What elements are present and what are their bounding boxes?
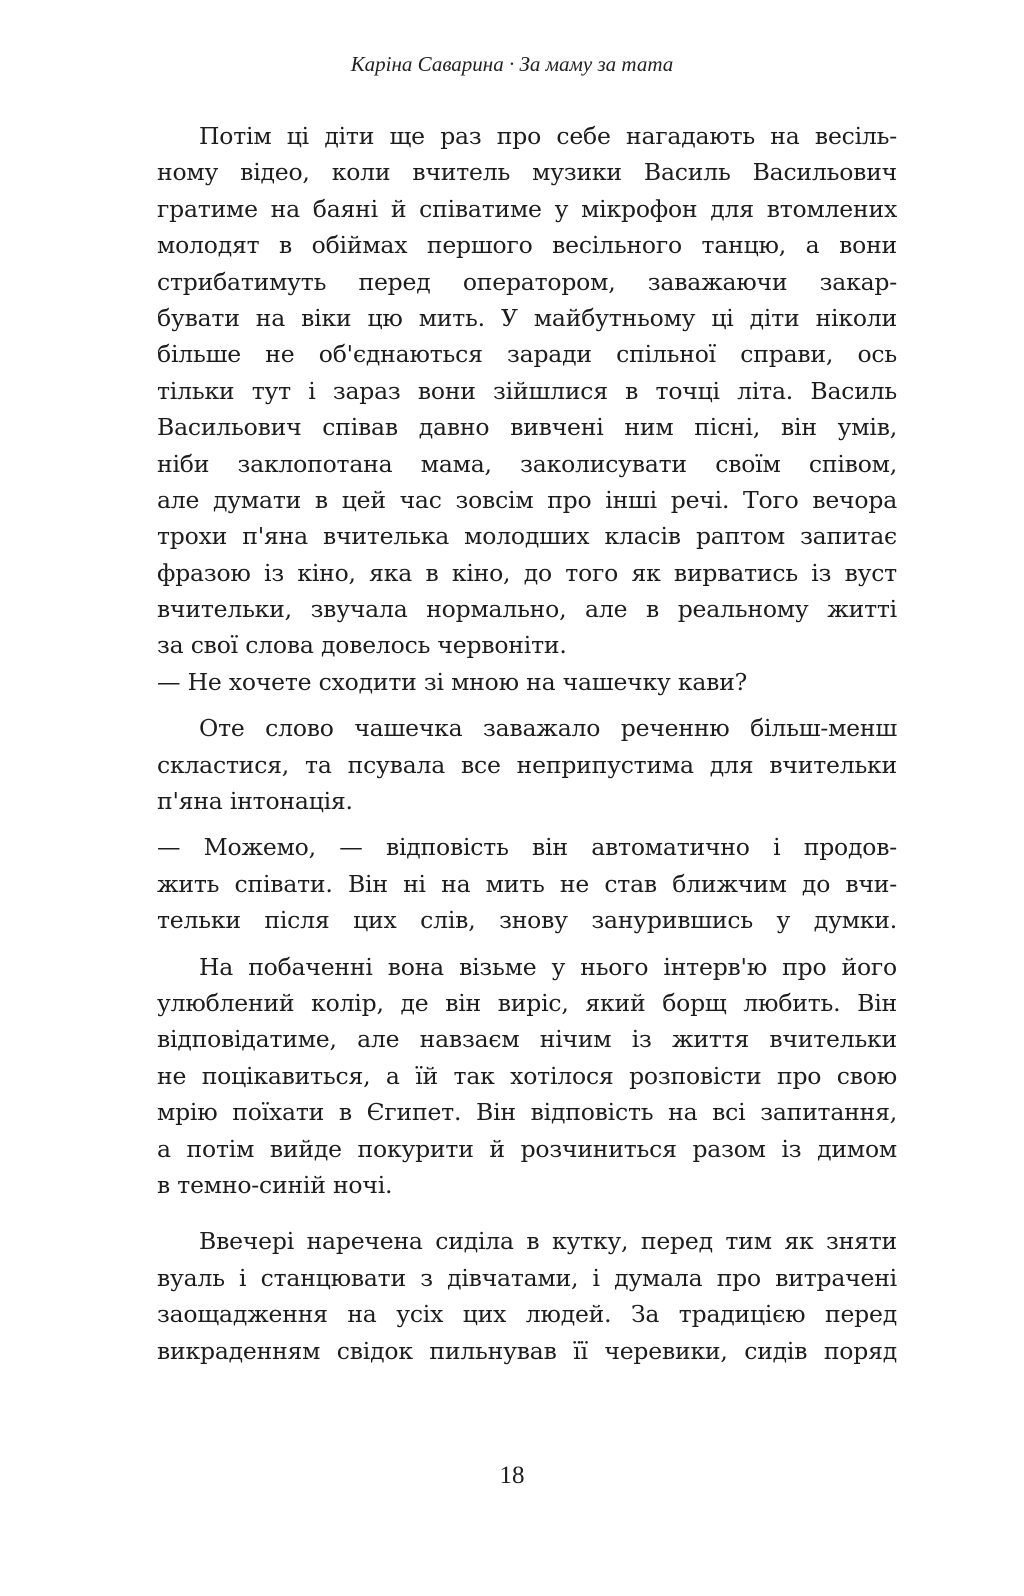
text-line: вуаль і станцювати з дівчатами, і думала про витрачені	[157, 1263, 897, 1292]
text-line: ному відео, коли вчитель музики Василь Васильович	[157, 158, 897, 187]
text-line: Васильович співав давно вивчені ним пісні, він умів,	[157, 413, 897, 442]
text-line: тельки після цих слів, знову зануривши͏сь у думки.	[157, 906, 897, 935]
paragraph	[157, 118, 897, 664]
text-line: Потім ці діти ще раз про себе нагадають на весіль-	[199, 122, 897, 150]
paragraph	[157, 710, 897, 819]
paragraph	[157, 949, 897, 1204]
text-line: заощадження на усіх цих людей. За традицією перед	[157, 1300, 897, 1329]
text-line: На побаченні вона візьме у нього інтерв'ю про його	[199, 952, 897, 981]
text-line: скластися, та псувала все неприпустима для вчительки	[157, 750, 897, 779]
text-line: вчительки, звучала нормально, але в реальному житті	[157, 595, 897, 624]
text-line: відповідатиме, але навзаєм нічим із життя вчительки	[157, 1025, 897, 1054]
text-line: стрибатимуть перед оператором, заважаючи закар-	[157, 267, 897, 296]
text-line: — Не хочете сходити зі мною на чашечку кави?	[157, 667, 748, 696]
text-line: але думати в цей час зовсім про інші речі. Того вечора	[157, 485, 897, 514]
text-line: за свої слова довелось червоніти.	[157, 631, 567, 660]
text-line: улюблений колір, де він виріс, який борщ любить. Він	[157, 988, 897, 1017]
text-line: молодят в обіймах першого весільного танцю, а вони	[157, 231, 897, 260]
text-line: жить співати. Він ні на мить не став ближчим до вчи-	[157, 869, 897, 898]
text-line: викраденням свідок пильнував її черевики, сидів поряд	[157, 1336, 897, 1365]
text-line: трохи п'яна вчителька молодших класів раптом запитає	[157, 522, 897, 551]
text-line: мрію поїхати в Єгипет. Він відповість на всі запитання,	[157, 1098, 897, 1127]
paragraph	[157, 664, 897, 700]
text-line: не поцікавиться, а їй так хотілося розповісти про свою	[157, 1061, 897, 1090]
running-header: Каріна Саварина · За маму за тата	[350, 52, 674, 76]
text-line: п'яна інтонація.	[157, 787, 353, 816]
text-line: — Можемо, — відповість він автоматично і продов-	[157, 833, 897, 862]
text-line: Ввечері наречена сиділа в кутку, перед тим як зняти	[199, 1227, 897, 1256]
text-line: а потім вийде покурити й розчиниться разом із димом	[157, 1134, 897, 1163]
text-line: фразою із кіно, яка в кіно, до того як вирватись із вуст	[157, 558, 897, 587]
text-line: гратиме на баяні й співатиме у мікрофон для втомлених	[157, 194, 897, 223]
body-text	[157, 118, 897, 1369]
text-line: Оте слово чашечка заважало реченню більш-менш	[199, 714, 897, 743]
text-line: тільки тут і зараз вони зійшлися в точці літа. Василь	[157, 376, 897, 405]
text-line: ніби заклопотана мама, заколисувати своїм співом,	[157, 449, 897, 478]
text-line: в темно-синій ночі.	[157, 1170, 393, 1199]
page-number: 18	[499, 1462, 525, 1489]
paragraph	[157, 829, 897, 938]
text-line: більше не об'єднаються заради спільної справи, ось	[157, 340, 897, 369]
text-line: бувати на віки цю мить. У майбутньому ці діти ніколи	[157, 303, 897, 332]
paragraph	[157, 1223, 897, 1369]
